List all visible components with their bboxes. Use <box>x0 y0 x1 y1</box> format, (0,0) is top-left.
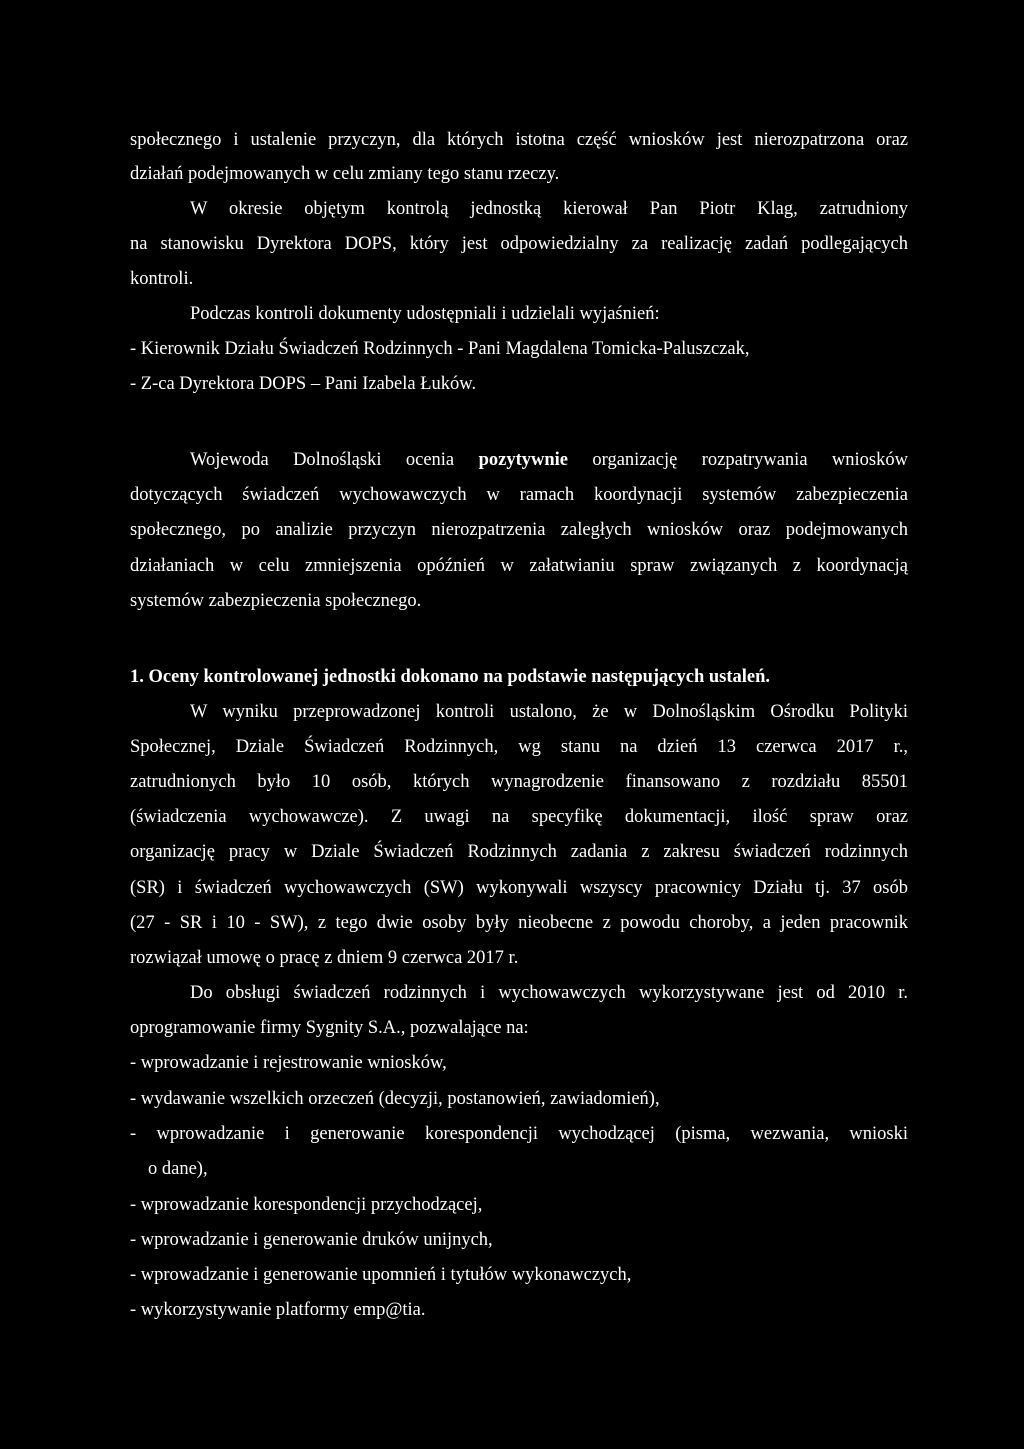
management-line-3: kontroli. <box>130 269 194 289</box>
software-feature-item: - wprowadzanie i rejestrowanie wniosków, <box>130 1053 447 1073</box>
software-feature-item: - wprowadzanie i generowanie druków unijnych, <box>130 1230 493 1250</box>
assessment-line-3: społecznego, po analizie przyczyn nierozpatrzenia zaległych wniosków oraz podejmowanych <box>130 520 908 540</box>
findings-line: (świadczenia wychowawcze). Z uwagi na specyfikę dokumentacji, ilość spraw oraz <box>130 807 908 827</box>
intro-line-2: działań podejmowanych w celu zmiany tego stanu rzeczy. <box>130 164 560 184</box>
findings-line: zatrudnionych było 10 osób, których wynagrodzenie finansowano z rozdziału 85501 <box>130 772 908 792</box>
software-line-1: Do obsługi świadczeń rodzinnych i wychowawczych wykorzystywane jest od 2010 r. <box>190 983 908 1003</box>
software-feature-item: - wykorzystywanie platformy emp@tia. <box>130 1300 426 1320</box>
assessment-line-2: dotyczących świadczeń wychowawczych w ramach koordynacji systemów zabezpieczenia <box>130 485 908 505</box>
assessment-lead-text: Wojewoda Dolnośląski ocenia <box>190 450 479 470</box>
software-feature-item-continuation: o dane), <box>148 1159 208 1179</box>
findings-line: (27 - SR i 10 - SW), z tego dwie osoby były nieobecne z powodu choroby, a jeden pracownik <box>130 913 908 933</box>
software-feature-item: - wprowadzanie i generowanie korespondencji wychodzącej (pisma, wezwania, wnioski <box>130 1124 908 1144</box>
assessment-line-4: działaniach w celu zmniejszenia opóźnień w załatwianiu spraw związanych z koordynacją <box>130 556 908 576</box>
management-line-1: W okresie objętym kontrolą jednostką kierował Pan Piotr Klag, zatrudniony <box>190 199 908 219</box>
management-line-2: na stanowisku Dyrektora DOPS, który jest odpowiedzialny za realizację zadań podlegających <box>130 234 908 254</box>
section-1-heading: 1. Oceny kontrolowanej jednostki dokonano na podstawie następujących ustaleń. <box>130 667 771 687</box>
software-feature-item: - wprowadzanie korespondencji przychodzącej, <box>130 1195 483 1215</box>
findings-line: W wyniku przeprowadzonej kontroli ustalono, że w Dolnośląskim Ośrodku Polityki <box>190 702 908 722</box>
assessment-tail-text: organizację rozpatrywania wniosków <box>567 450 908 470</box>
assessment-line-5: systemów zabezpieczenia społecznego. <box>130 591 422 611</box>
findings-line: rozwiązał umowę o pracę z dniem 9 czerwca 2017 r. <box>130 948 519 968</box>
assessment-verdict: pozytywnie <box>478 450 568 470</box>
assessment-line-1 <box>190 448 908 472</box>
explainer-item: - Kierownik Działu Świadczeń Rodzinnych - Pani Magdalena Tomicka-Paluszczak, <box>130 339 750 359</box>
software-feature-item: - wydawanie wszelkich orzeczeń (decyzji, postanowień, zawiadomień), <box>130 1089 660 1109</box>
explanations-intro: Podczas kontroli dokumenty udostępniali i udzielali wyjaśnień: <box>190 304 660 324</box>
software-feature-item: - wprowadzanie i generowanie upomnień i tytułów wykonawczych, <box>130 1265 632 1285</box>
findings-line: Społecznej, Dziale Świadczeń Rodzinnych, wg stanu na dzień 13 czerwca 2017 r., <box>130 737 908 757</box>
intro-line-1: społecznego i ustalenie przyczyn, dla których istotna część wniosków jest nierozpatrzona oraz <box>130 130 908 150</box>
software-line-2: oprogramowanie firmy Sygnity S.A., pozwalające na: <box>130 1018 529 1038</box>
explainer-item: - Z-ca Dyrektora DOPS – Pani Izabela Łuków. <box>130 374 477 394</box>
findings-line: organizację pracy w Dziale Świadczeń Rodzinnych zadania z zakresu świadczeń rodzinnych <box>130 842 908 862</box>
findings-line: (SR) i świadczeń wychowawczych (SW) wykonywali wszyscy pracownicy Działu tj. 37 osób <box>130 878 908 898</box>
